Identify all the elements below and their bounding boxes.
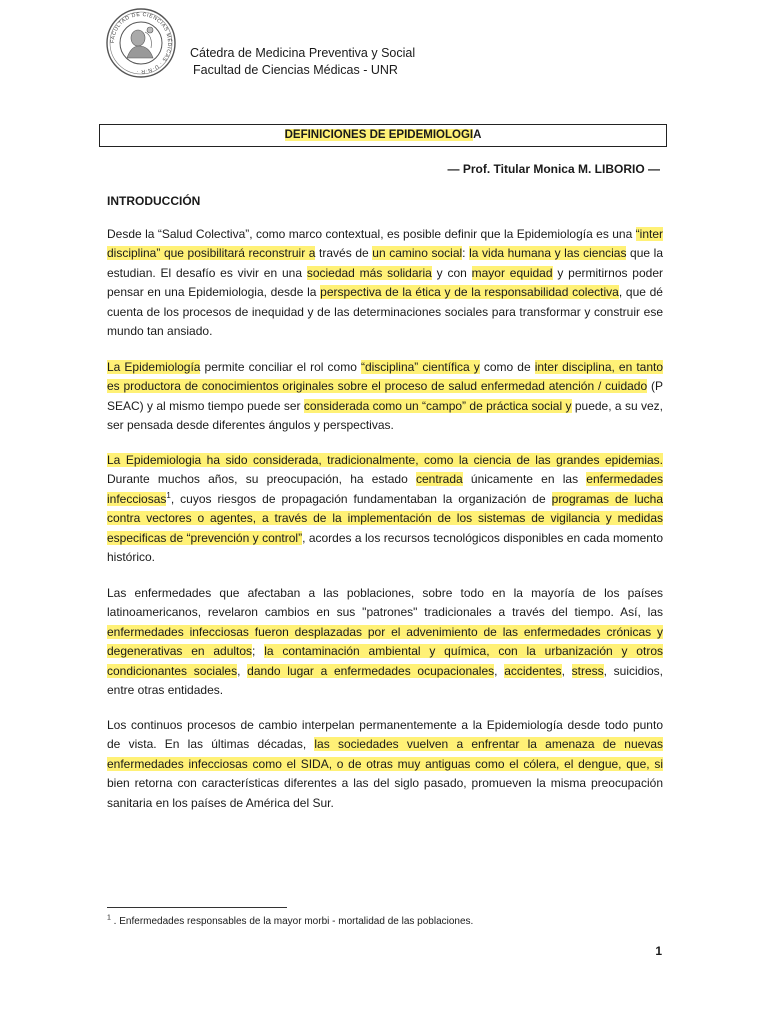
- document-title: DEFINICIONES DE EPIDEMIOLOGI: [284, 129, 474, 141]
- footnote-reference[interactable]: 1: [166, 490, 171, 500]
- institution-header: [190, 45, 415, 79]
- highlight: programas de lucha contra vectores o agentes, a través de la implementación de los sistemas de vigilancia y medidas especificas de “prevención y control”: [107, 491, 664, 545]
- footnote: [107, 916, 473, 927]
- highlight: enfermedades infecciosas: [107, 472, 664, 506]
- highlight: La Epidemiologia ha sido considerada, tradicionalmente, como la ciencia de las grandes epidemias.: [107, 453, 663, 467]
- footnote-divider: [107, 907, 287, 908]
- highlight: La Epidemiología: [107, 360, 201, 374]
- paragraph-5: Los continuos procesos de cambio interpelan permanentemente a la Epidemiología desde todo punto de vista. En las últimas décadas, las sociedades vuelven a enfrentar la amenaza de nuevas enfermedades infecciosas como el SIDA, o de otras muy antiguas como el cólera, el dengue, que, si bien retorna con características diferentes a las del siglo pasado, promueven la misma preocupación sanitaria en los países de América del Sur.: [107, 718, 663, 810]
- highlight: la vida humana y las ciencias: [469, 246, 627, 261]
- document-title-suffix: A: [473, 129, 482, 141]
- highlight: enfermedades infecciosas fueron desplazadas por el advenimiento de las en: [107, 624, 538, 639]
- footnote-text: . Enfermedades responsables de la mayor morbi - mortalidad de las poblaciones.: [110, 916, 474, 927]
- highlight: accidentes: [504, 663, 562, 678]
- highlight: inter disciplina, en tanto es productora de conocimientos originales sobre el proceso de salud enfermedad atención / cuidado: [107, 360, 664, 394]
- paragraph-4: Las enfermedades que afectaban a las poblaciones, sobre todo en la mayoría de los países latinoamericanos, revelaron cambios en sus "patrones" tradicionales a través del tiempo. Así, las enfermedades infecciosas fueron desplazadas por el advenimiento de las enfermedades crónicas y degenerativas en adultos; la contaminación ambiental y química, con la urbanización y otros condicionantes sociales, dando lugar a enfermedades ocupacionales, accidentes, stress, suicidios, entre otras entidades.: [107, 586, 664, 698]
- footnote-marker: 1: [107, 914, 111, 922]
- highlight: “disciplina” científica y: [360, 360, 480, 374]
- highlight: dando lugar a enfermedades ocupacionales: [247, 663, 495, 678]
- paragraph-3: La Epidemiologia ha sido considerada, tradicionalmente, como la ciencia de las grandes epidemias. Durante muchos años, su preocupación, ha estado centrada únicamente en las enfermedades infecciosas$^1$, cuyos riesgos de propagación fundamentaban la organización de programas de lucha contra vectores o agentes, a través de la implementación de los sistemas de vigilancia y medidas especificas de “prevención y control”, acordes a los recursos tecnológicos disponibles en cada momento histórico.: [107, 453, 664, 565]
- author-line: — Prof. Titular Monica M. LIBORIO —: [447, 162, 660, 176]
- highlight: las sociedades vuelven a enfrentar la amenaza de nuevas enfermedades infecciosas como el SIDA, o de otras muy antiguas como el cólera, el dengue, que, si: [107, 737, 663, 771]
- highlight: stress: [571, 663, 604, 678]
- faculty-seal-logo: [105, 8, 177, 78]
- page-number: 1: [655, 944, 662, 958]
- highlight: “inter disciplina” que posibilitará reconstruir a: [107, 227, 663, 261]
- section-heading: INTRODUCCIÓN: [107, 194, 201, 208]
- document-title-box: [99, 124, 667, 147]
- highlight: perspectiva de la ética y de la responsabilidad colectiva: [320, 285, 619, 300]
- header-line-department: Cátedra de Medicina Preventiva y Social: [190, 46, 416, 60]
- highlight: centrada: [416, 472, 463, 487]
- highlight: la contaminación ambiental y química, con la urbanización y otros condicionantes sociales: [107, 644, 663, 678]
- highlight: mayor equidad: [471, 265, 553, 280]
- header-line-faculty: Facultad de Ciencias Médicas - UNR: [193, 63, 398, 77]
- paragraph-1: Desde la “Salud Colectiva”, como marco contextual, es posible definir que la Epidemiología es una “inter disciplina” que posibilitará reconstruir a través de un camino social: la vida humana y las ciencias que la estudian. El desafío es vivir en una sociedad más solidaria y con mayor equidad y permitirnos poder pensar en una Epidemiologia, desde la perspectiva de la ética y de la responsabilidad colectiva, que dé cuenta de los procesos de inequidad y de las determinaciones sociales para transformar y construir ese mundo tan ansiado.: [107, 227, 664, 339]
- highlight: considerada como un “campo” de práctica social y: [303, 398, 572, 413]
- highlight: sociedad más solidaria: [306, 265, 432, 280]
- svg-text:FACULTAD DE CIENCIAS MÉDICAS ·: FACULTAD DE CIENCIAS MÉDICAS · U·N·R ·: [109, 11, 173, 75]
- highlight: un camino social: [372, 246, 463, 261]
- paragraph-2: La Epidemiología permite conciliar el rol como “disciplina” científica y como de inter disciplina, en tanto es productora de conocimientos originales sobre el proceso de salud enfermedad atención / cuidado (P SEAC) y al mismo tiempo puede ser considerada como un “campo” de práctica social y puede, a su vez, ser pensada desde diferentes ángulos y perspectivas.: [107, 360, 664, 433]
- highlight: fermedades crónicas y degenerativas en adultos: [107, 624, 663, 659]
